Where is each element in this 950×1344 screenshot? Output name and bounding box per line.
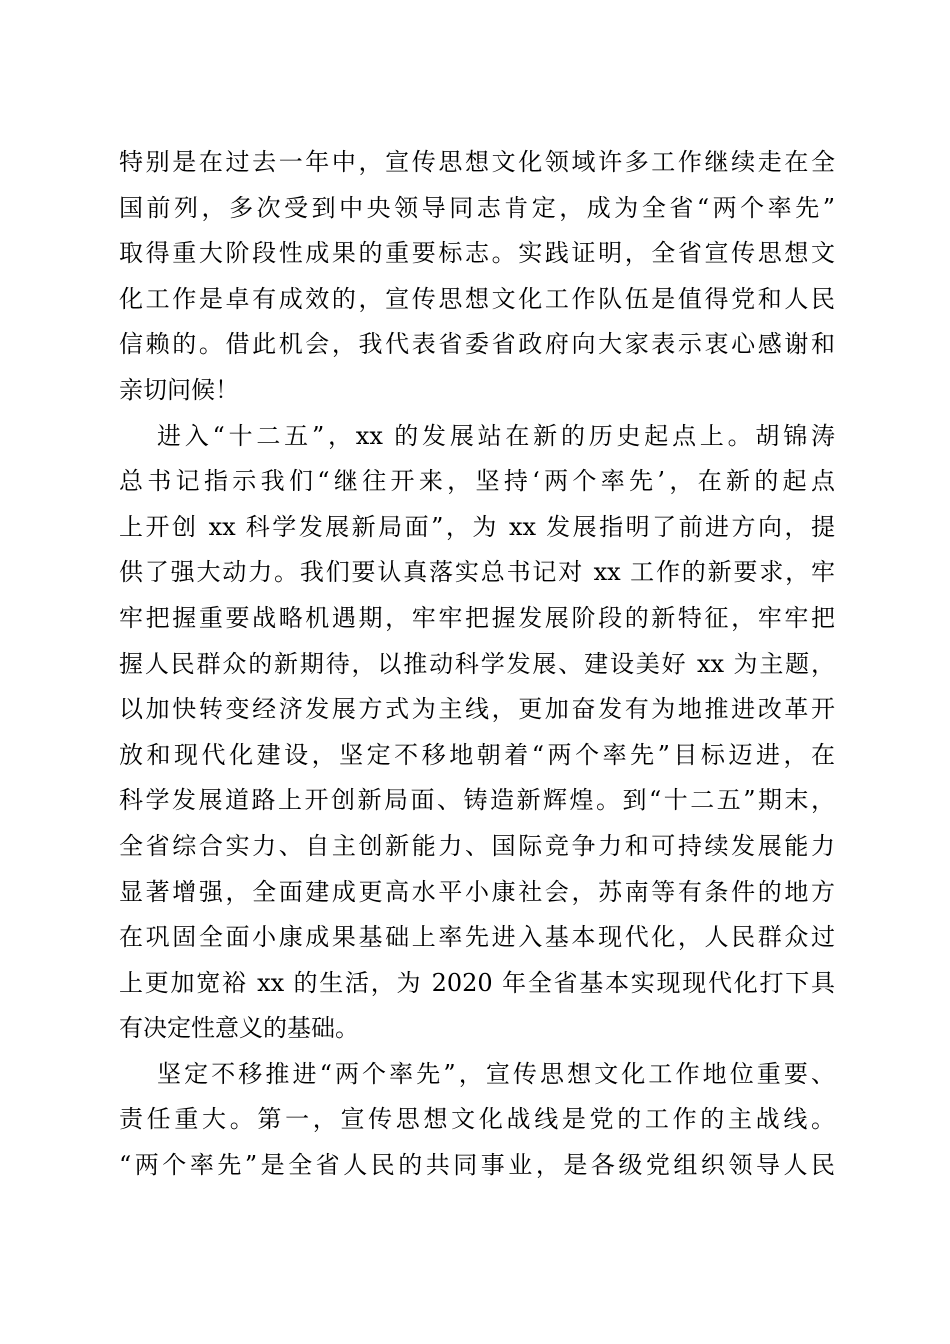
paragraph: [119, 414, 835, 1052]
text-line: 显著增强，全面建成更高水平小康社会，苏南等有条件的地方: [119, 877, 835, 906]
text-line: 以加快转变经济发展方式为主线，更加奋发有为地推进改革开: [119, 695, 835, 724]
text-line: 上开创 xx 科学发展新局面”，为 xx 发展指明了前进方向，提: [119, 512, 835, 541]
text-line: 化工作是卓有成效的，宣传思想文化工作队伍是值得党和人民: [119, 284, 835, 313]
text-line: 在巩固全面小康成果基础上率先进入基本现代化，人民群众过: [119, 923, 835, 952]
text-line: 取得重大阶段性成果的重要标志。实践证明，全省宣传思想文: [119, 239, 835, 268]
paragraph: [119, 140, 835, 414]
text-line: 特别是在过去一年中，宣传思想文化领域许多工作继续走在全: [119, 148, 835, 176]
text-line: “两个率先”是全省人民的共同事业，是各级党组织领导人民: [119, 1151, 835, 1180]
text-line: 供了强大动力。我们要认真落实总书记对 xx 工作的新要求，牢: [119, 558, 835, 587]
text-line: 信赖的。借此机会，我代表省委省政府向大家表示衷心感谢和: [119, 330, 835, 359]
text-line: 国前列，多次受到中央领导同志肯定，成为全省“两个率先”: [119, 193, 835, 222]
document-body: [119, 140, 835, 1189]
text-line: 进入“十二五”，xx 的发展站在新的历史起点上。胡锦涛: [157, 421, 835, 450]
text-line: 全省综合实力、自主创新能力、国际竞争力和可持续发展能力: [119, 831, 835, 860]
text-line: 握人民群众的新期待，以推动科学发展、建设美好 xx 为主题，: [119, 649, 835, 678]
text-line: 科学发展道路上开创新局面、铸造新辉煌。到“十二五”期末，: [119, 786, 835, 815]
text-line: 有决定性意义的基础。: [119, 1014, 359, 1043]
text-line: 牢把握重要战略机遇期，牢牢把握发展阶段的新特征，牢牢把: [119, 603, 835, 632]
paragraph: [119, 1052, 835, 1189]
text-line: 上更加宽裕 xx 的生活，为 2020 年全省基本实现现代化打下具: [119, 968, 835, 997]
text-line: 亲切问候！: [119, 375, 239, 404]
text-line: 总书记指示我们“继往开来，坚持‘两个率先’，在新的起点: [119, 467, 835, 496]
text-line: 放和现代化建设，坚定不移地朝着“两个率先”目标迈进，在: [119, 740, 835, 769]
text-line: 责任重大。第一，宣传思想文化战线是党的工作的主战线。: [119, 1105, 835, 1134]
text-line: 坚定不移推进“两个率先”，宣传思想文化工作地位重要、: [157, 1059, 835, 1088]
